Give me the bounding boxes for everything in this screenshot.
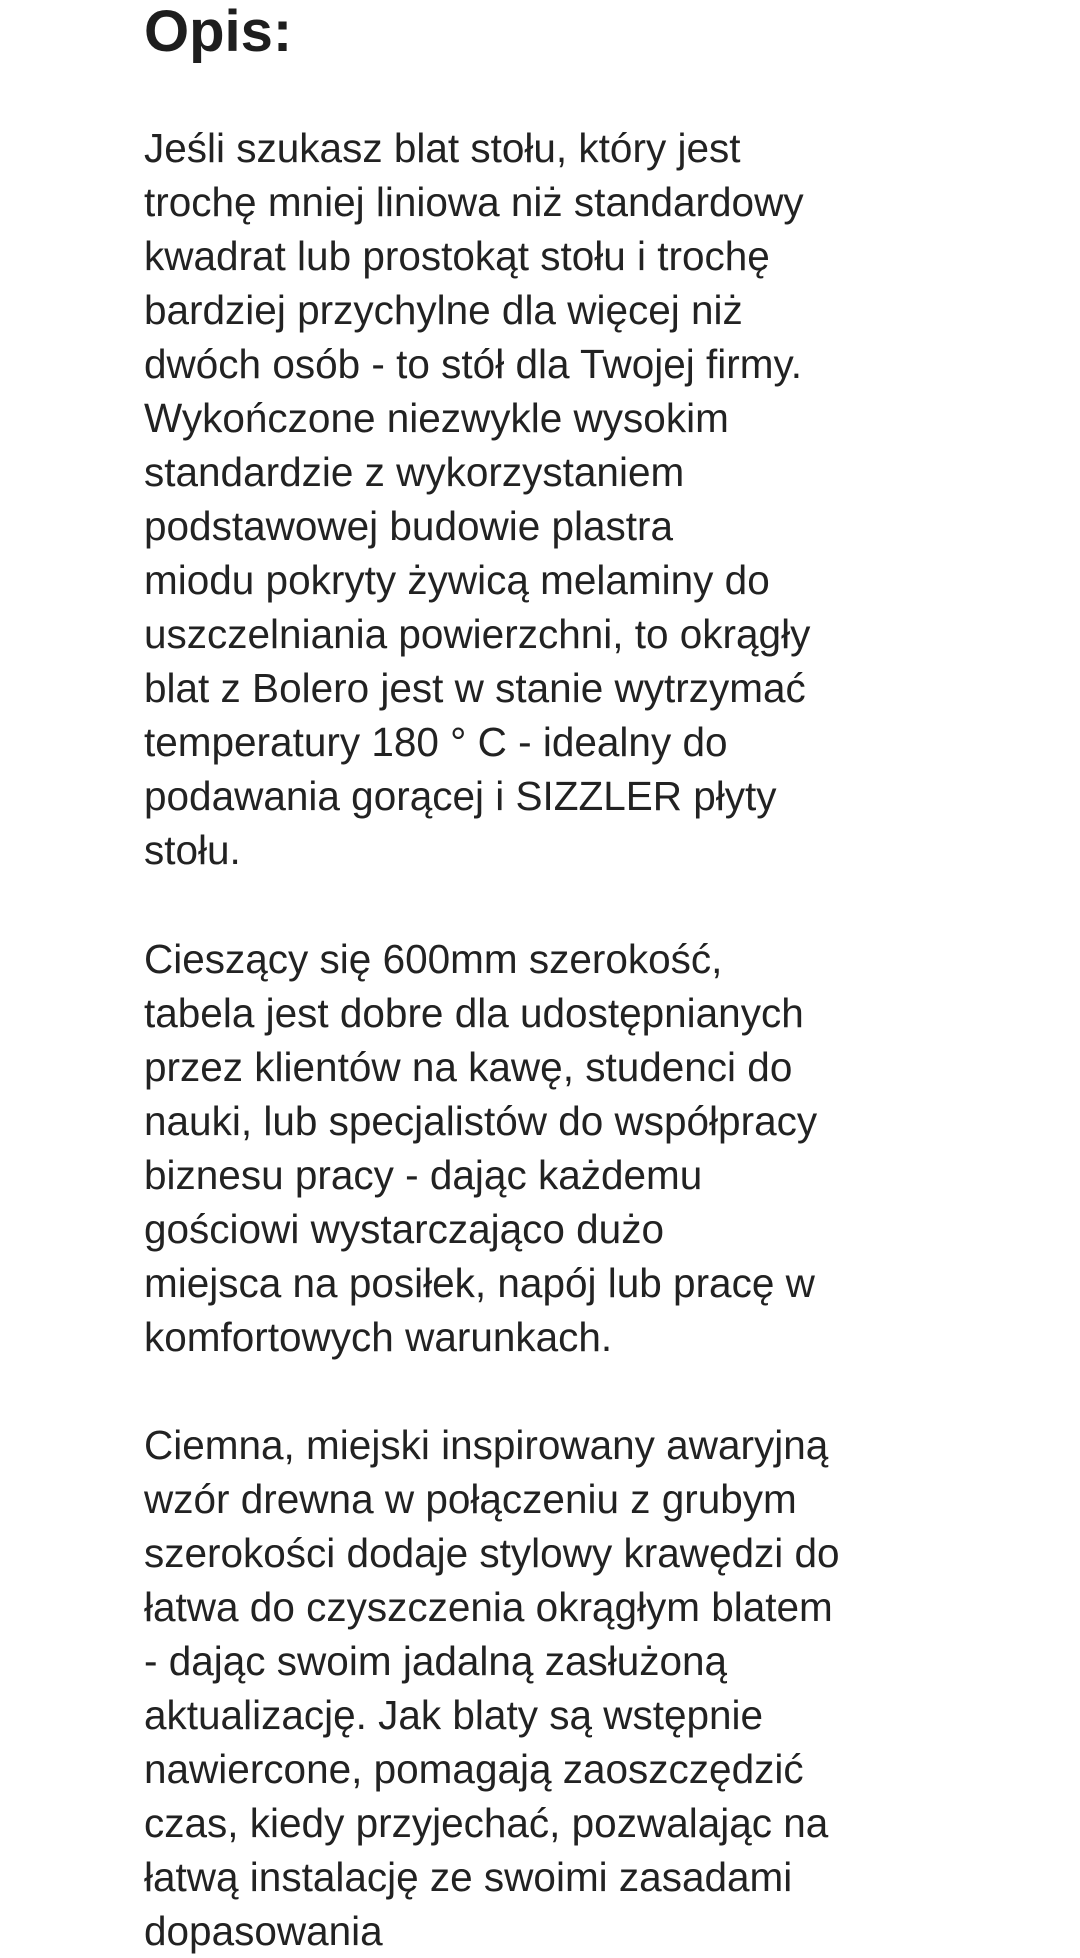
text-line: - dając swoim jadalną zasłużoną (144, 1638, 728, 1684)
text-line: miodu pokryty żywicą melaminy do (144, 557, 770, 603)
text-line: Cieszący się 600mm szerokość, (144, 936, 723, 982)
text-line: podstawowej budowie plastra (144, 503, 674, 549)
text-line: aktualizację. Jak blaty są wstępnie (144, 1692, 764, 1738)
text-line: łatwą instalację ze swoimi zasadami (144, 1854, 793, 1900)
text-line: szerokości dodaje stylowy krawędzi do (144, 1530, 840, 1576)
text-line: temperatury 180 ° C - idealny do (144, 719, 728, 765)
text-line: łatwa do czyszczenia okrągłym blatem (144, 1584, 833, 1630)
description-paragraph-1 (144, 121, 810, 877)
text-line: nauki, lub specjalistów do współpracy (144, 1098, 818, 1144)
text-line: standardzie z wykorzystaniem (144, 449, 685, 495)
description-paragraph-3 (144, 1418, 840, 1958)
text-line: przez klientów na kawę, studenci do (144, 1044, 793, 1090)
text-line: blat z Bolero jest w stanie wytrzymać (144, 665, 806, 711)
text-line: komfortowych warunkach. (144, 1314, 613, 1360)
text-line: kwadrat lub prostokąt stołu i trochę (144, 233, 770, 279)
text-line: czas, kiedy przyjechać, pozwalając na (144, 1800, 829, 1846)
description-paragraph-2 (144, 932, 817, 1364)
text-line: wzór drewna w połączeniu z grubym (144, 1476, 797, 1522)
text-line: Jeśli szukasz blat stołu, który jest (144, 125, 741, 171)
text-line: Wykończone niezwykle wysokim (144, 395, 729, 441)
text-line: gościowi wystarczająco dużo (144, 1206, 664, 1252)
text-line: tabela jest dobre dla udostępnianych (144, 990, 804, 1036)
text-line: uszczelniania powierzchni, to okrągły (144, 611, 811, 657)
text-line: nawiercone, pomagają zaoszczędzić (144, 1746, 804, 1792)
text-line: biznesu pracy - dając każdemu (144, 1152, 703, 1198)
text-line: trochę mniej liniowa niż standardowy (144, 179, 804, 225)
text-line: bardziej przychylne dla więcej niż (144, 287, 743, 333)
text-line: Ciemna, miejski inspirowany awaryjną (144, 1422, 829, 1468)
text-line: dwóch osób - to stół dla Twojej firmy. (144, 341, 803, 387)
text-line: podawania gorącej i SIZZLER płyty (144, 773, 777, 819)
text-line: stołu. (144, 827, 241, 873)
description-heading: Opis: (144, 0, 293, 64)
text-line: miejsca na posiłek, napój lub pracę w (144, 1260, 815, 1306)
text-line: dopasowania (144, 1908, 383, 1954)
